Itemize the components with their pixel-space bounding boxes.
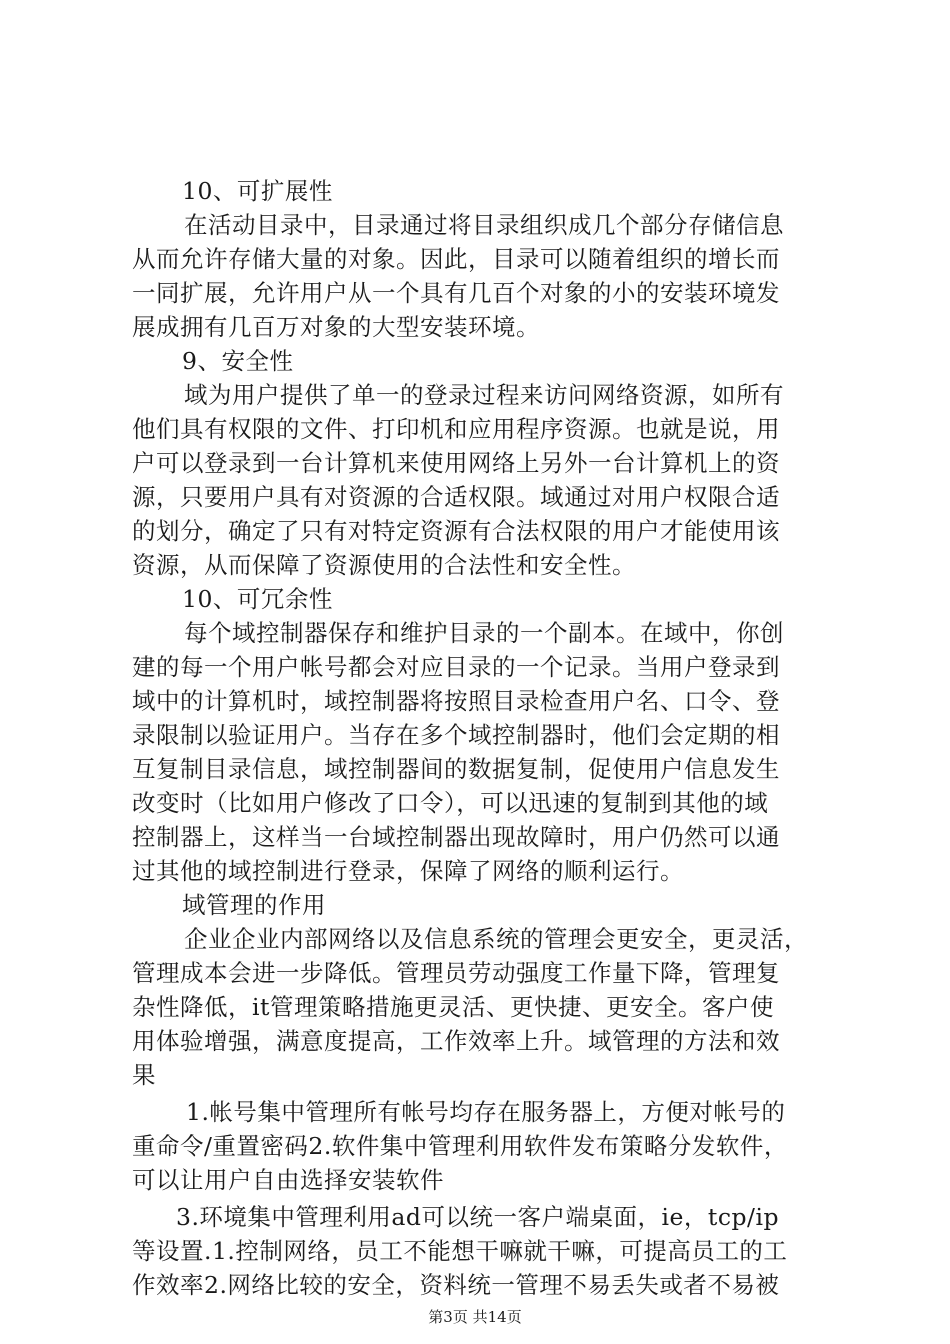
paragraph-line: 一同扩展，允许用户从一个具有几百个对象的小的安装环境发 — [132, 279, 780, 307]
list-item-line: 等设置.1.控制网络，员工不能想干嘛就干嘛，可提高员工的工 — [132, 1237, 788, 1265]
paragraph-line: 果 — [132, 1061, 156, 1089]
list-item-line: 可以让用户自由选择安装软件 — [132, 1166, 444, 1194]
paragraph-line: 互复制目录信息，域控制器间的数据复制，促使用户信息发生 — [132, 755, 780, 783]
paragraph-line: 录限制以验证用户。当存在多个域控制器时，他们会定期的相 — [132, 721, 780, 749]
section-heading-security: 9、安全性 — [182, 347, 294, 375]
paragraph-line: 资源，从而保障了资源使用的合法性和安全性。 — [132, 551, 636, 579]
paragraph-line: 源，只要用户具有对资源的合适权限。域通过对用户权限合适 — [132, 483, 780, 511]
paragraph-line: 杂性降低，it管理策略措施更灵活、更快捷、更安全。客户使 — [132, 993, 774, 1021]
paragraph-line: 从而允许存储大量的对象。因此，目录可以随着组织的增长而 — [132, 245, 780, 273]
paragraph-line: 域中的计算机时，域控制器将按照目录检查用户名、口令、登 — [132, 687, 780, 715]
paragraph-line: 改变时（比如用户修改了口令），可以迅速的复制到其他的域 — [132, 789, 769, 817]
paragraph-line: 展成拥有几百万对象的大型安装环境。 — [132, 313, 540, 341]
list-item-line: 重命令/重置密码2.软件集中管理利用软件发布策略分发软件， — [132, 1132, 788, 1160]
list-item-line: 1.帐号集中管理所有帐号均存在服务器上，方便对帐号的 — [186, 1098, 786, 1126]
paragraph-line: 建的每一个用户帐号都会对应目录的一个记录。当用户登录到 — [132, 653, 780, 681]
paragraph-line: 用体验增强，满意度提高，工作效率上升。域管理的方法和效 — [132, 1027, 780, 1055]
paragraph-line: 管理成本会进一步降低。管理员劳动强度工作量下降，管理复 — [132, 959, 780, 987]
paragraph-line: 户可以登录到一台计算机来使用网络上另外一台计算机上的资 — [132, 449, 780, 477]
list-item-line: 作效率2.网络比较的安全，资料统一管理不易丢失或者不易被 — [132, 1271, 780, 1299]
paragraph-line: 在活动目录中，目录通过将目录组织成几个部分存储信息 — [184, 211, 784, 239]
section-heading-domain-management: 域管理的作用 — [182, 891, 326, 919]
paragraph-line: 过其他的域控制进行登录，保障了网络的顺利运行。 — [132, 857, 684, 885]
paragraph-line: 每个域控制器保存和维护目录的一个副本。在域中，你创 — [184, 619, 784, 647]
paragraph-line: 他们具有权限的文件、打印机和应用程序资源。也就是说，用 — [132, 415, 780, 443]
page-number-footer: 第3页 共14页 — [428, 1308, 522, 1326]
section-heading-scalability: 10、可扩展性 — [182, 177, 333, 205]
paragraph-line: 企业企业内部网络以及信息系统的管理会更安全，更灵活， — [184, 925, 808, 953]
paragraph-line: 的划分，确定了只有对特定资源有合法权限的用户才能使用该 — [132, 517, 780, 545]
paragraph-line: 控制器上，这样当一台域控制器出现故障时，用户仍然可以通 — [132, 823, 780, 851]
paragraph-line: 域为用户提供了单一的登录过程来访问网络资源，如所有 — [184, 381, 784, 409]
list-item-line: 3.环境集中管理利用ad可以统一客户端桌面，ie，tcp/ip — [176, 1203, 780, 1231]
section-heading-redundancy: 10、可冗余性 — [182, 585, 333, 613]
